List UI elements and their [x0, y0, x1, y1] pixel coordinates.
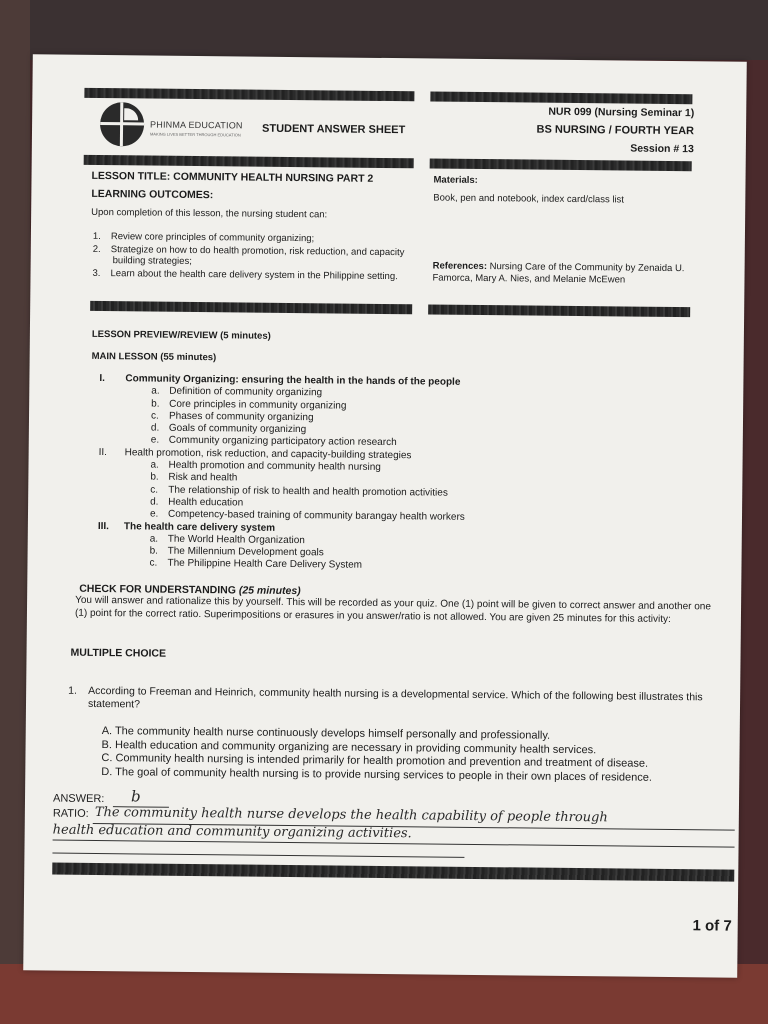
outline-item: c. Phases of community organizing — [150, 410, 314, 424]
ratio-line-2: health education and community organizing activities. — [52, 822, 412, 842]
references-block — [432, 260, 690, 287]
answer-sheet-page — [23, 54, 747, 977]
ratio-line-1: The community health nurse develops the health capability of people through — [94, 804, 608, 826]
answer-value: b — [130, 787, 141, 806]
choice-b: B. Health education and community organizing are necessary in providing community health services. — [101, 738, 597, 756]
background-top — [0, 0, 768, 60]
outline-section: I. Community Organizing: ensuring the health in the hands of the people — [99, 373, 461, 388]
materials-heading: Materials: — [433, 174, 478, 186]
choice-c: C. Community health nursing is intended primarily for health promotion and prevention and treatment of disease. — [101, 752, 649, 770]
answer-label: ANSWER: — [52, 792, 105, 806]
logo-name: PHINMA EDUCATION — [150, 119, 243, 131]
outline-section: II. Health promotion, risk reduction, and capacity-building strategies — [98, 446, 412, 462]
check-instructions: You will answer and rationalize this by yourself. This will be recorded as your quiz. One (1) point will be given to correct answer and another one (1) point for the correct ratio. Superimpositions or erasures in you answer/ratio is not allowed. You are given 25 minutes for this activity: — [74, 594, 712, 625]
outline-item: b. Risk and health — [150, 471, 238, 484]
materials-text: Book, pen and notebook, index card/class list — [433, 192, 625, 206]
references-text: Nursing Care of the Community by Zenaida U. Famorca, Mary A. Nies, and Melanie McEwen — [432, 261, 685, 286]
outline-item: a. The World Health Organization — [149, 533, 305, 547]
references-label: References: — [432, 260, 488, 273]
choice-d: D. The goal of community health nursing is to provide nursing services to people in their own places of residence. — [101, 765, 653, 784]
lesson-preview: LESSON PREVIEW/REVIEW (5 minutes) — [91, 328, 271, 342]
choices-list — [101, 725, 742, 786]
outline-item: a. Definition of community organizing — [151, 385, 323, 399]
divider-bar-right-2 — [428, 304, 690, 317]
question-1 — [68, 685, 708, 718]
mc-heading: MULTIPLE CHOICE — [70, 646, 167, 660]
outcomes-heading: LEARNING OUTCOMES: — [91, 187, 214, 202]
check-duration: (25 minutes) — [238, 584, 301, 598]
divider-bar-left-2 — [90, 301, 412, 314]
session-number: Session # 13 — [630, 142, 694, 156]
program: BS NURSING / FOURTH YEAR — [536, 123, 695, 138]
sheet-title: STUDENT ANSWER SHEET — [261, 122, 406, 137]
ratio-rule-3 — [52, 853, 464, 858]
lesson-outline — [97, 373, 659, 576]
outline-item: d. Goals of community organizing — [150, 422, 307, 436]
outline-item: d. Health education — [150, 496, 244, 509]
footer-bar — [52, 863, 734, 882]
ratio-label: RATIO: — [52, 807, 89, 820]
page-number: 1 of 7 — [692, 917, 732, 935]
outline-section: III. The health care delivery system — [97, 520, 276, 534]
learning-outcomes-list — [90, 231, 432, 284]
check-heading: CHECK FOR UNDERSTANDING — [79, 582, 237, 597]
question-text: According to Freeman and Heinrich, community health nursing is a developmental service. Which of the following best illustrates this statement? — [87, 684, 703, 711]
outline-item: a. Health promotion and community health nursing — [150, 459, 381, 474]
outcomes-intro: Upon completion of this lesson, the nursing student can: — [91, 206, 328, 221]
main-lesson: MAIN LESSON (55 minutes) — [91, 350, 217, 364]
outcome-item: 3. Learn about the health care delivery system in the Philippine setting. — [92, 267, 398, 282]
course-code: NUR 099 (Nursing Seminar 1) — [548, 105, 695, 120]
logo-tagline: MAKING LIVES BETTER THROUGH EDUCATION — [149, 131, 241, 138]
outline-item: b. Core principles in community organizing — [151, 398, 347, 412]
outline-item: c. The Philippine Health Care Delivery System — [149, 557, 363, 572]
choice-a: A. The community health nurse continuously develops himself personally and professionally. — [101, 725, 551, 742]
lesson-title: LESSON TITLE: COMMUNITY HEALTH NURSING PART 2 — [91, 169, 374, 185]
header-bar-left — [84, 88, 414, 101]
phinma-logo-icon — [100, 102, 144, 146]
header-bar-right — [430, 91, 692, 104]
outline-item: c. The relationship of risk to health and health promotion activities — [150, 484, 448, 499]
question-number: 1. — [68, 684, 77, 697]
outline-item: e. Community organizing participatory action research — [150, 435, 397, 449]
divider-bar-left — [84, 155, 414, 168]
outline-item: e. Competency-based training of community barangay health workers — [149, 508, 465, 524]
outcome-item: 2. Strategize on how to do health promotion, risk reduction, and capacity building strategies; — [92, 243, 405, 267]
outline-item: b. The Millennium Development goals — [149, 545, 324, 559]
divider-bar-right — [430, 158, 692, 171]
outcome-item: 1. Review core principles of community organizing; — [92, 230, 315, 245]
